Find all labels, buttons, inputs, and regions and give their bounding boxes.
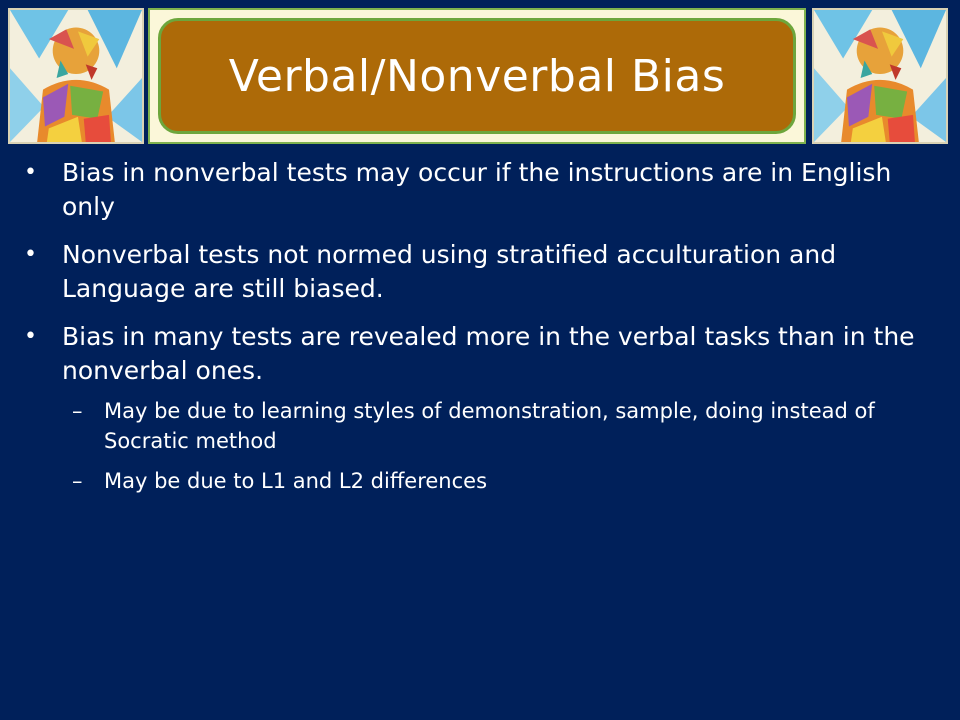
slide-body — [22, 156, 922, 506]
stained-glass-logo-left — [8, 8, 144, 144]
sub-bullet-item — [22, 396, 922, 456]
bullet-text: Nonverbal tests not normed using stratified acculturation and Language are still biased. — [62, 240, 837, 303]
bullet-item — [22, 320, 922, 388]
slide-title: Verbal/Nonverbal Bias — [228, 50, 726, 102]
bullet-text: Bias in many tests are revealed more in the verbal tasks than in the nonverbal ones. — [62, 322, 915, 385]
bullet-mark: • — [24, 160, 37, 185]
title-box — [158, 18, 796, 134]
stained-glass-person-icon — [10, 10, 142, 142]
bullet-mark: • — [24, 242, 37, 267]
sub-bullet-item — [22, 466, 922, 496]
bullet-item — [22, 238, 922, 306]
dash-mark: – — [72, 469, 83, 493]
sub-bullet-text: May be due to L1 and L2 differences — [104, 469, 488, 493]
bullet-text: Bias in nonverbal tests may occur if the instructions are in English only — [62, 158, 892, 221]
bullet-item — [22, 156, 922, 224]
stained-glass-logo-right — [812, 8, 948, 144]
stained-glass-person-icon — [814, 10, 946, 142]
bullet-mark: • — [24, 324, 37, 349]
title-frame — [148, 8, 806, 144]
dash-mark: – — [72, 399, 83, 423]
sub-bullet-text: May be due to learning styles of demonstration, sample, doing instead of Socratic method — [104, 399, 875, 453]
sub-bullet-list — [22, 396, 922, 496]
